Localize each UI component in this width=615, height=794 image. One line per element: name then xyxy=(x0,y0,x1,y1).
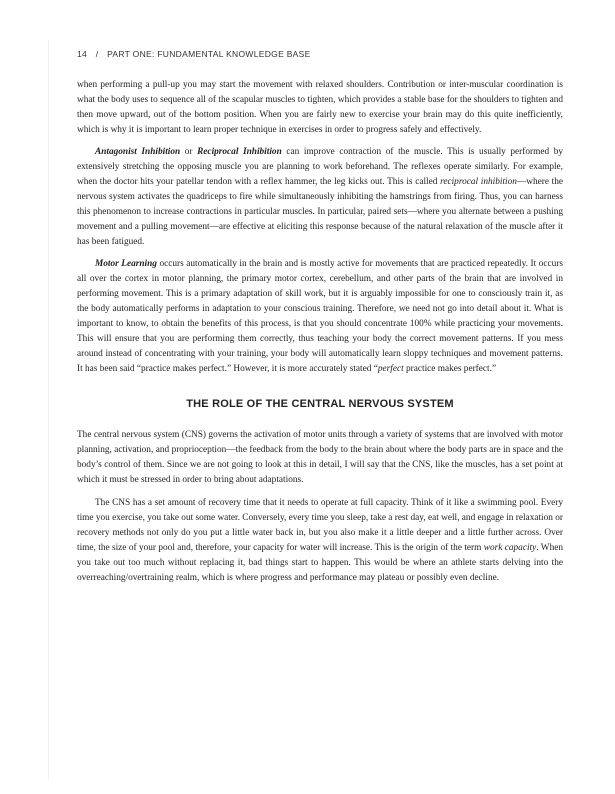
body-text xyxy=(77,78,563,586)
page-number: 14 xyxy=(77,49,88,59)
italic-perfect: perfect xyxy=(377,364,404,374)
part-title: PART ONE: FUNDAMENTAL KNOWLEDGE BASE xyxy=(107,49,311,59)
paragraph-text: —where the nervous system activates the quadriceps to fire while simultaneously inhibiting the hamstrings from firing. Thus, you can harness this phenomenon to increase contractions in particular muscles. In particular, paired sets—where you alternate between a pushing movement and a pulling movement—are effective at eliciting this response because of the natural relaxation of the muscle after it has been fatigued. xyxy=(77,177,563,247)
term-motor-learning: Motor Learning xyxy=(95,259,157,269)
paragraph-text: can improve contraction of the muscle. This is usually performed by extensively stretching the opposing muscle you are planning to work beforehand. The reflexes operate similarly. For example, when the doctor hits your patellar tendon with a reflex hammer, the leg kicks out. This is called xyxy=(77,147,563,187)
page-edge-rule xyxy=(48,40,49,780)
term-antagonist-inhibition: Antagonist Inhibition xyxy=(95,147,181,157)
term-connector: or xyxy=(180,147,198,157)
running-header xyxy=(77,49,311,59)
paragraph-pull-up: when performing a pull-up you may start the movement with relaxed shoulders. Contribution or inter-muscular coordination is what the body uses to sequence all of the scapular muscles to tighten, which provides a stable base for the shoulders to tighten and then move upward, out of the bottom position. When you are fairly new to exercise your brain may do this quite inefficiently, which is why it is important to learn proper technique in exercises in order to progress safely and effectively. xyxy=(77,80,563,135)
italic-reciprocal-inhibition: reciprocal inhibition xyxy=(440,177,517,187)
paragraph-motor-learning xyxy=(77,257,563,377)
paragraph-cns-recovery xyxy=(77,496,563,586)
paragraph-text: . When you take out too much without replacing it, bad things start to happen. This would be where an athlete starts delving into the overreaching/overtraining realm, which is where progress and performance may plateau or possibly even decline. xyxy=(77,543,563,583)
paragraph-antagonist-inhibition xyxy=(77,145,563,250)
paragraph-cns-intro: The central nervous system (CNS) governs the activation of motor units through a variety of systems that are involved with motor planning, activation, and proprioception—the feedback from the body to the brain about where the body parts are in space and the body’s control of them. Since we are not going to look at this in detail, I will say that the CNS, like the muscles, has a set point at which it must be stressed in order to bring about adaptations. xyxy=(77,430,563,485)
paragraph-text: occurs automatically in the brain and is mostly active for movements that are practiced repeatedly. It occurs all over the cortex in motor planning, the primary motor cortex, cerebellum, and other parts of the brain that are involved in performing movement. This is a primary adaptation of skill work, but it is arguably impossible for one to consciously train it, as the body automatically performs in adaptation to your conscious training. Therefore, we need not go into detail about it. What is important to know, to obtain the benefits of this process, is that you should concentrate 100% while practicing your movements. This will ensure that you are performing them correctly, thus teaching your body the correct movement patterns. If you mess around instead of concentrating with your training, your body will automatically learn sloppy techniques and movement patterns. It has been said “practice makes perfect.” However, it is more accurately stated “ xyxy=(77,259,563,374)
paragraph-text: practice makes perfect.” xyxy=(403,364,497,374)
section-heading: THE ROLE OF THE CENTRAL NERVOUS SYSTEM xyxy=(186,398,454,410)
term-reciprocal-inhibition: Reciprocal Inhibition xyxy=(197,147,282,157)
italic-work-capacity: work capacity xyxy=(483,543,537,553)
header-separator: / xyxy=(95,49,99,59)
paragraph-text: The CNS has a set amount of recovery time that it needs to operate at full capacity. Think of it like a swimming pool. Every time you exercise, you take out some water. Conversely, every time you sleep, take a rest day, eat well, and engage in relaxation or recovery methods not only do you put a little water back in, but you also make it a little deeper and a little further across. Over time, the size of your pool and, therefore, your capacity for water will increase. This is the origin of the term xyxy=(77,498,563,553)
